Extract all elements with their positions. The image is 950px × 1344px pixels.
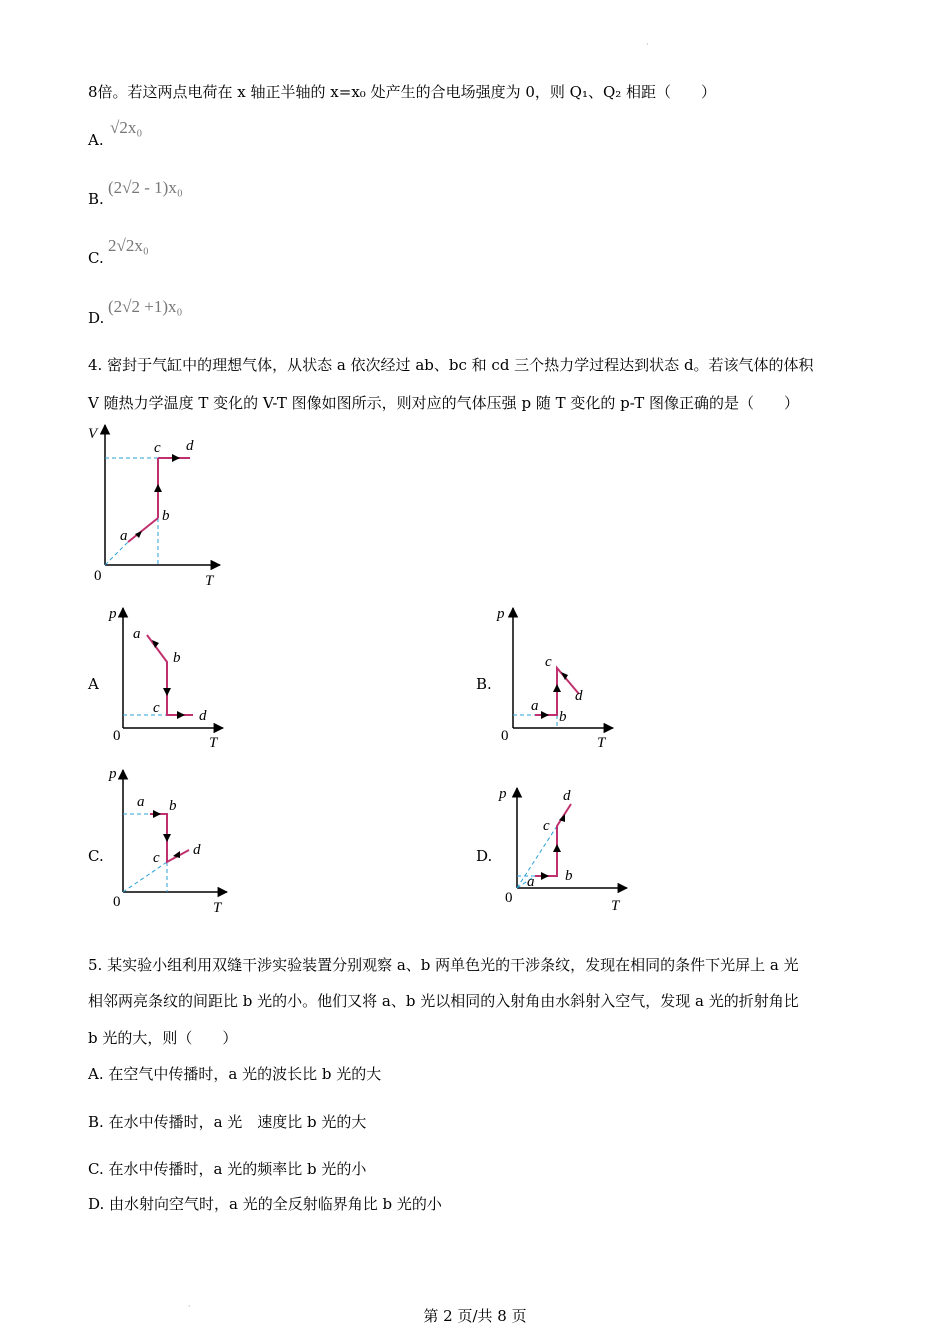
option-d-point-d: d — [563, 788, 571, 804]
option-d-point-b: b — [565, 868, 573, 884]
decorative-dot: · — [188, 1302, 191, 1311]
option-a-origin: 0 — [113, 728, 121, 744]
q4-option-a-label: A — [88, 675, 99, 693]
q3-stem: 8倍。若这两点电荷在 x 轴正半轴的 x=x₀ 处产生的合电场强度为 0，则 Q₁、Q₂ 相距（ ） — [88, 83, 717, 101]
q3-option-d-label: D. — [88, 309, 105, 327]
dashed-origin-a — [105, 542, 128, 565]
option-d-y-label: p — [499, 786, 507, 802]
q5-line3: b 光的大，则（ ） — [88, 1029, 238, 1047]
option-d-graph — [495, 780, 635, 920]
q3-option-c-label: C. — [88, 249, 104, 267]
option-a-graph — [105, 600, 235, 750]
option-b-point-a: a — [531, 698, 539, 714]
q5-option-c-label: C. — [88, 1160, 104, 1178]
q5-option-b-label: B. — [88, 1113, 104, 1131]
q3-option-b-expr: (2√2 - 1)x₀ — [108, 178, 183, 197]
page-footer: 第 2 页/共 8 页 — [423, 1307, 527, 1325]
q3-option-c-expr: 2√2x₀ — [108, 236, 149, 255]
q4-line2: V 随热力学温度 T 变化的 V-T 图像如图所示，则对应的气体压强 p 随 T 变化的 p-T 图像正确的是（ ） — [88, 394, 800, 412]
q3-option-d-expr: (2√2 +1)x₀ — [108, 297, 183, 316]
x-axis-label: T — [205, 573, 214, 589]
q3-option-b-label: B. — [88, 190, 104, 208]
y-axis-label: V — [88, 426, 98, 442]
option-d-origin: 0 — [505, 890, 513, 906]
option-b-origin: 0 — [501, 728, 509, 744]
q4-option-d-label: D. — [476, 847, 493, 865]
q4-option-b-label: B. — [476, 675, 492, 693]
option-c-point-b: b — [169, 798, 177, 814]
option-a-point-b: b — [173, 650, 181, 666]
q5-option-a-label: A. — [88, 1065, 104, 1083]
option-b-graph — [495, 600, 625, 750]
option-d-point-a: a — [527, 874, 535, 890]
q5-option-d — [88, 1194, 442, 1214]
option-b-point-d: d — [575, 688, 583, 704]
option-c-point-a: a — [137, 794, 145, 810]
option-c-point-c: c — [153, 850, 160, 866]
option-a-x-label: T — [209, 735, 218, 751]
q5-line2: 相邻两亮条纹的间距比 b 光的小。他们又将 a、b 光以相同的入射角由水斜射入空气，发现 a 光的折射角比 — [88, 992, 799, 1010]
option-b-point-b: b — [559, 709, 567, 725]
option-c-origin: 0 — [113, 894, 121, 910]
option-a-point-a: a — [133, 626, 141, 642]
process-ab — [128, 518, 158, 542]
option-d-x-label: T — [611, 898, 620, 914]
q5-line1: 5. 某实验小组利用双缝干涉实验装置分别观察 a、b 两单色光的干涉条纹，发现在相同的条件下光屏上 a 光 — [88, 956, 799, 974]
decorative-dot: · — [646, 40, 649, 49]
q5-option-d-text: 由水射向空气时，a 光的全反射临界角比 b 光的小 — [109, 1195, 442, 1213]
option-b-point-c: c — [545, 654, 552, 670]
origin-label: 0 — [94, 568, 102, 584]
option-a-y-label: p — [109, 606, 117, 622]
option-a-point-c: c — [153, 700, 160, 716]
point-b: b — [162, 508, 170, 524]
option-c-point-d: d — [193, 842, 201, 858]
q5-option-a — [88, 1064, 381, 1084]
q5-option-c-text: 在水中传播时，a 光的频率比 b 光的小 — [108, 1160, 367, 1178]
point-a: a — [120, 528, 128, 544]
option-c-x-label: T — [213, 900, 222, 916]
arrow-cd — [172, 454, 180, 462]
arrow-ab — [135, 531, 142, 538]
q5-option-b — [88, 1112, 366, 1132]
option-c-y-label: p — [109, 766, 117, 782]
option-b-x-label: T — [597, 735, 606, 751]
option-b-y-label: p — [497, 606, 505, 622]
vt-graph — [80, 420, 240, 590]
option-a-point-d: d — [199, 708, 207, 724]
option-d-point-c: c — [543, 818, 550, 834]
q5-option-a-text: 在空气中传播时，a 光的波长比 b 光的大 — [108, 1065, 382, 1083]
q5-option-d-label: D. — [88, 1195, 105, 1213]
q5-option-b-text: 在水中传播时，a 光 速度比 b 光的大 — [108, 1113, 367, 1131]
q5-option-c — [88, 1159, 366, 1179]
option-c-graph — [105, 762, 235, 917]
q4-line1: 4. 密封于气缸中的理想气体，从状态 a 依次经过 ab、bc 和 cd 三个热力学过程达到状态 d。若该气体的体积 — [88, 356, 814, 374]
arrow-bc — [154, 484, 162, 492]
q4-option-c-label: C. — [88, 847, 104, 865]
point-c: c — [154, 440, 161, 456]
q3-option-a-expr: √2x₀ — [110, 118, 143, 137]
point-d: d — [186, 438, 194, 454]
q3-option-a-label: A. — [88, 131, 104, 149]
